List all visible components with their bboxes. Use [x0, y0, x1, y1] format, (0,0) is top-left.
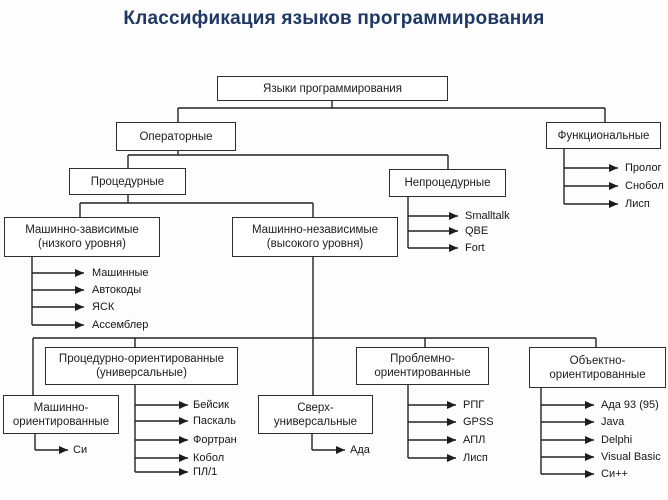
node-label: Функциональные	[557, 129, 650, 142]
leaf-qbe: QBE	[465, 225, 489, 237]
node-operator	[116, 122, 236, 151]
leaf-visual-basic: Visual Basic	[601, 451, 661, 463]
node-label-line1: Объектно-	[569, 354, 626, 367]
node-label-line1: Проблемно-	[390, 353, 455, 365]
leaf-pascal: Паскаль	[193, 415, 236, 427]
page-title: Классификация языков программирования	[123, 8, 545, 29]
leaf-mashinnye: Машинные	[92, 267, 149, 279]
node-problem-oriented	[356, 347, 489, 385]
node-machine-dependent	[4, 217, 160, 257]
node-label-line2: ориентированные	[12, 415, 110, 428]
node-label-line2: (низкого уровня)	[38, 238, 126, 250]
leaf-prolog: Пролог	[625, 162, 662, 174]
node-label-line1: Машинно-зависимые	[25, 224, 139, 236]
node-super-universal	[258, 395, 373, 434]
leaf-yask: ЯСК	[92, 301, 115, 313]
node-label: Языки программирования	[263, 82, 402, 95]
node-label: Процедурные	[90, 175, 165, 188]
leaf-lisp-problem: Лисп	[463, 452, 488, 464]
leaf-ada-93-95: Ада 93 (95)	[601, 399, 659, 411]
leaf-cobol: Кобол	[193, 452, 225, 464]
node-label-line2: (высокого уровня)	[266, 238, 364, 250]
node-label-line1: Машинно-	[33, 401, 89, 414]
leaf-rpg: РПГ	[463, 399, 485, 411]
node-machine-oriented	[3, 395, 119, 434]
leaf-snobol: Снобол	[625, 180, 664, 192]
leaf-c-plus-plus: Си++	[601, 468, 628, 480]
leaf-fortran: Фортран	[193, 434, 237, 446]
leaf-delphi: Delphi	[601, 434, 633, 446]
node-languages-root	[217, 76, 448, 101]
node-functional	[546, 122, 661, 149]
node-procedural	[69, 168, 186, 195]
leaf-assembler: Ассемблер	[92, 319, 149, 331]
node-machine-independent	[232, 217, 398, 257]
leaf-smalltalk: Smalltalk	[465, 210, 510, 222]
leaf-gpss: GPSS	[463, 416, 494, 428]
node-label-line1: Сверх-	[297, 401, 334, 414]
leaf-apl: АПЛ	[463, 434, 486, 446]
node-label-line1: Машинно-независимые	[251, 224, 379, 236]
node-label: Непроцедурные	[404, 177, 491, 189]
leaf-ada: Ада	[350, 444, 370, 456]
node-label-line1: Процедурно-ориентированные	[58, 353, 225, 365]
node-label-line2: ориентированные	[549, 368, 646, 381]
leaf-java: Java	[601, 416, 625, 428]
leaf-basic: Бейсик	[193, 399, 229, 411]
node-procedure-oriented	[45, 347, 238, 385]
leaf-lisp-functional: Лисп	[625, 198, 650, 210]
node-label-line2: (универсальные)	[96, 367, 187, 379]
leaf-c: Си	[73, 444, 88, 456]
node-label: Операторные	[139, 130, 213, 143]
node-nonprocedural	[389, 169, 506, 197]
leaf-fort: Fort	[465, 242, 485, 254]
leaf-pl1: ПЛ/1	[193, 466, 218, 478]
node-label-line2: универсальные	[273, 415, 358, 428]
leaf-avtokody: Автокоды	[92, 284, 142, 296]
node-label-line2: ориентированные	[374, 367, 471, 379]
node-object-oriented	[529, 347, 666, 388]
